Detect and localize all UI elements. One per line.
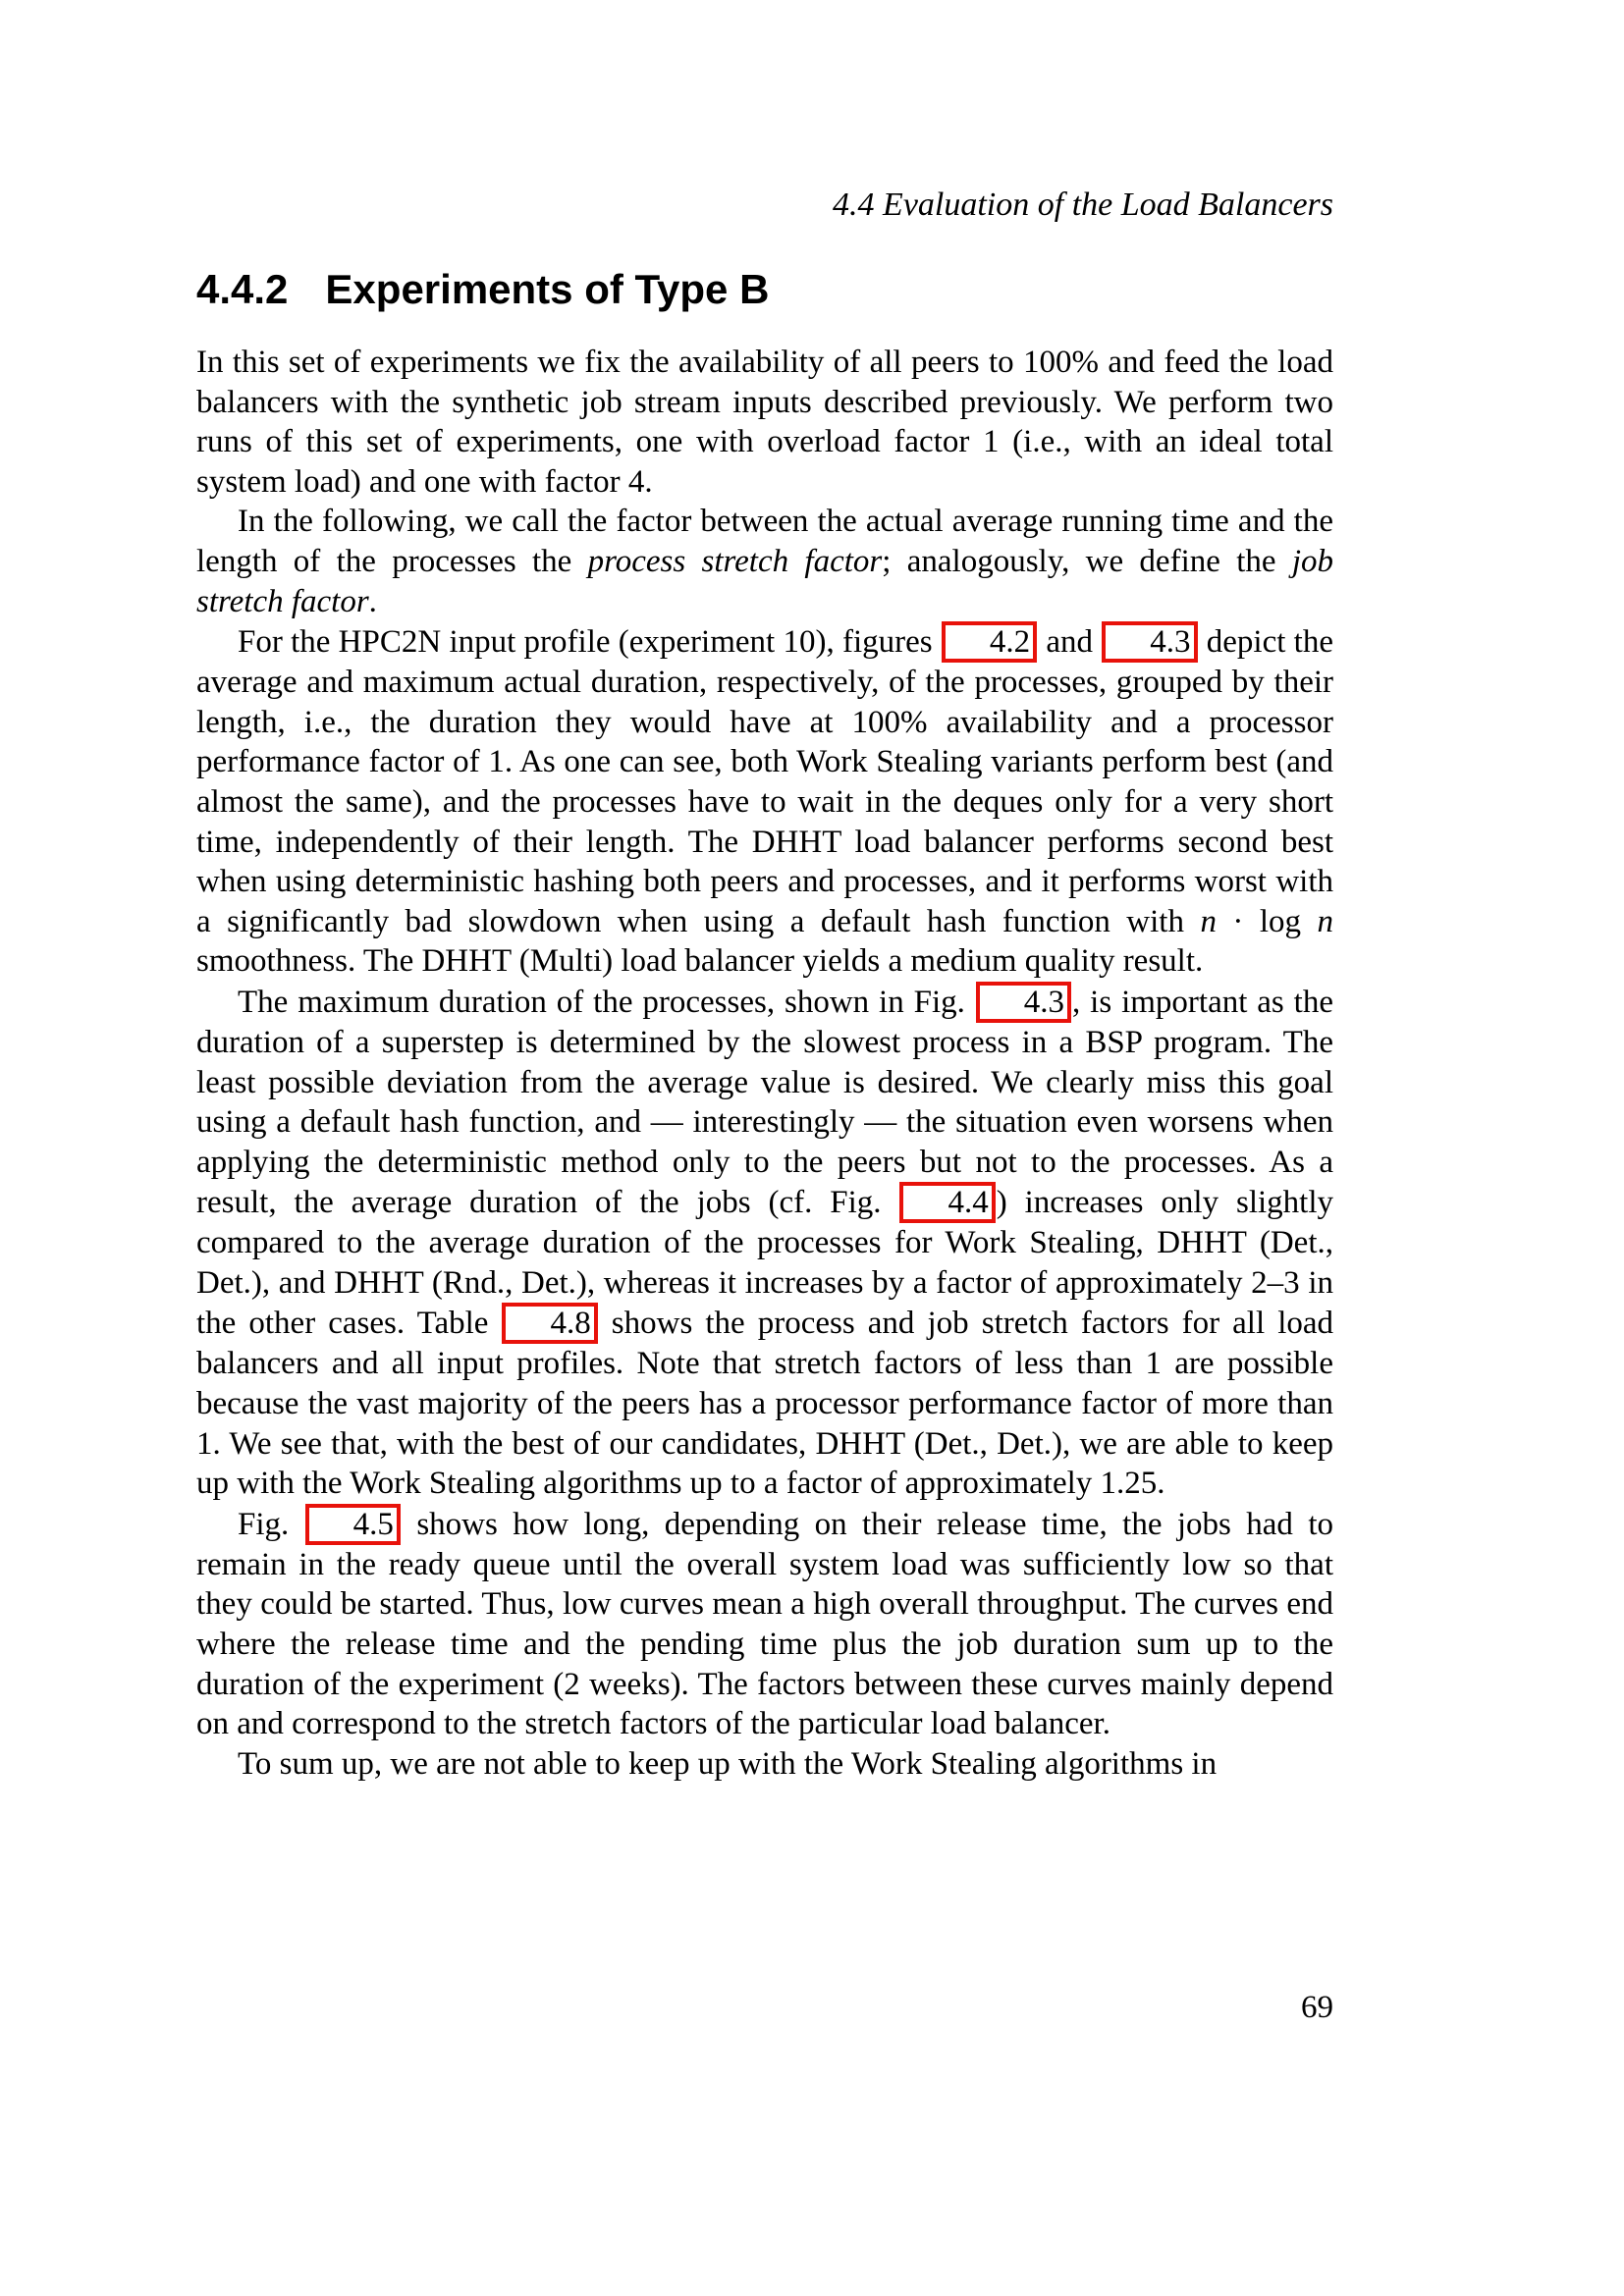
- cross-reference-link[interactable]: 4.2: [942, 621, 1037, 663]
- text-run: The maximum duration of the processes, shown in Fig.: [238, 984, 975, 1020]
- text-run: In this set of experiments we fix the availability of all peers to 100% and feed the load balancers with the synthetic job stream inputs described previously. We perform two runs of this set of experiments, one with overload factor 1 (i.e., with an ideal total system load) and one with factor 4.: [196, 345, 1333, 500]
- paragraph: [196, 343, 1333, 502]
- paragraph: [196, 982, 1333, 1504]
- text-run: depict the average and maximum actual duration, respectively, of the processes, grouped by their length, i.e., the duration they would have at 100% availability and a processor performance factor of 1. As one can see, both Work Stealing variants perform best (and almost the same), and the processes have to wait in the deques only for a very short time, independently of their length. The DHHT load balancer performs second best when using deterministic hashing both peers and processes, and it performs worst with a significantly bad slowdown when using a default hash function with: [196, 624, 1333, 939]
- paragraph: [196, 1504, 1333, 1744]
- italic-run: n: [1200, 903, 1217, 939]
- section-title: Experiments of Type B: [325, 266, 770, 312]
- paragraph: [196, 1744, 1333, 1785]
- text-run: smoothness. The DHHT (Multi) load balancer yields a medium quality result.: [196, 943, 1204, 980]
- cross-reference-link[interactable]: 4.3: [1102, 621, 1197, 663]
- text-run: shows the process and job stretch factors for all load balancers and all input profiles. Note that stretch factors of less than 1 are possible because the vast majority of the peers has a processor performance factor of more than 1. We see that, with the best of our candidates, DHHT (Det., Det.), we are able to keep up with the Work Stealing algorithms up to a factor of approximately 1.25.: [196, 1306, 1334, 1502]
- body-paragraphs: [196, 343, 1333, 1784]
- text-run: and: [1038, 624, 1102, 661]
- italic-run: n: [1317, 903, 1333, 939]
- italic-run: job stretch factor: [196, 543, 1333, 619]
- cross-reference-link[interactable]: 4.8: [502, 1303, 597, 1344]
- italic-run: process stretch factor: [587, 543, 883, 579]
- text-run: To sum up, we are not able to keep up with the Work Stealing algorithms in: [238, 1745, 1218, 1782]
- paragraph: [196, 502, 1333, 621]
- section-number: 4.4.2: [196, 266, 289, 312]
- text-run: .: [368, 583, 377, 619]
- cross-reference-link[interactable]: 4.5: [305, 1504, 401, 1545]
- text-run: ; analogously, we define the: [882, 543, 1292, 579]
- text-run: · log: [1216, 903, 1318, 939]
- page-number: 69: [1301, 1990, 1333, 2025]
- text-run: In the following, we call the factor between the actual average running time and the length of the processes the: [196, 504, 1333, 579]
- paragraph: [196, 621, 1333, 982]
- text-run: , is important as the duration of a superstep is determined by the slowest process in a BSP program. The least possible deviation from the average value is desired. We clearly miss this goal using a default hash function, and — interestingly — the situation even worsens when applying the deterministic method only to the peers but not to the processes. As a result, the average duration of the jobs (cf. Fig.: [196, 984, 1333, 1221]
- section-heading: [196, 267, 769, 312]
- running-header: 4.4 Evaluation of the Load Balancers: [833, 187, 1333, 223]
- cross-reference-link[interactable]: 4.4: [899, 1182, 995, 1223]
- text-run: For the HPC2N input profile (experiment 10), figures: [238, 624, 941, 661]
- text-run: ) increases only slightly compared to the average duration of the processes for Work Stealing, DHHT (Det., Det.), and DHHT (Rnd., Det.), whereas it increases by a factor of approximately 2–3 in the other cases. Table: [196, 1185, 1333, 1342]
- text-run: Fig.: [238, 1506, 304, 1542]
- text-run: shows how long, depending on their release time, the jobs had to remain in the ready queue until the overall system load was sufficiently low so that they could be started. Thus, low curves mean a high overall throughput. The curves end where the release time and the pending time plus the job duration sum up to the duration of the experiment (2 weeks). The factors between these curves mainly depend on and correspond to the stretch factors of the particular load balancer.: [196, 1506, 1333, 1742]
- cross-reference-link[interactable]: 4.3: [976, 982, 1071, 1023]
